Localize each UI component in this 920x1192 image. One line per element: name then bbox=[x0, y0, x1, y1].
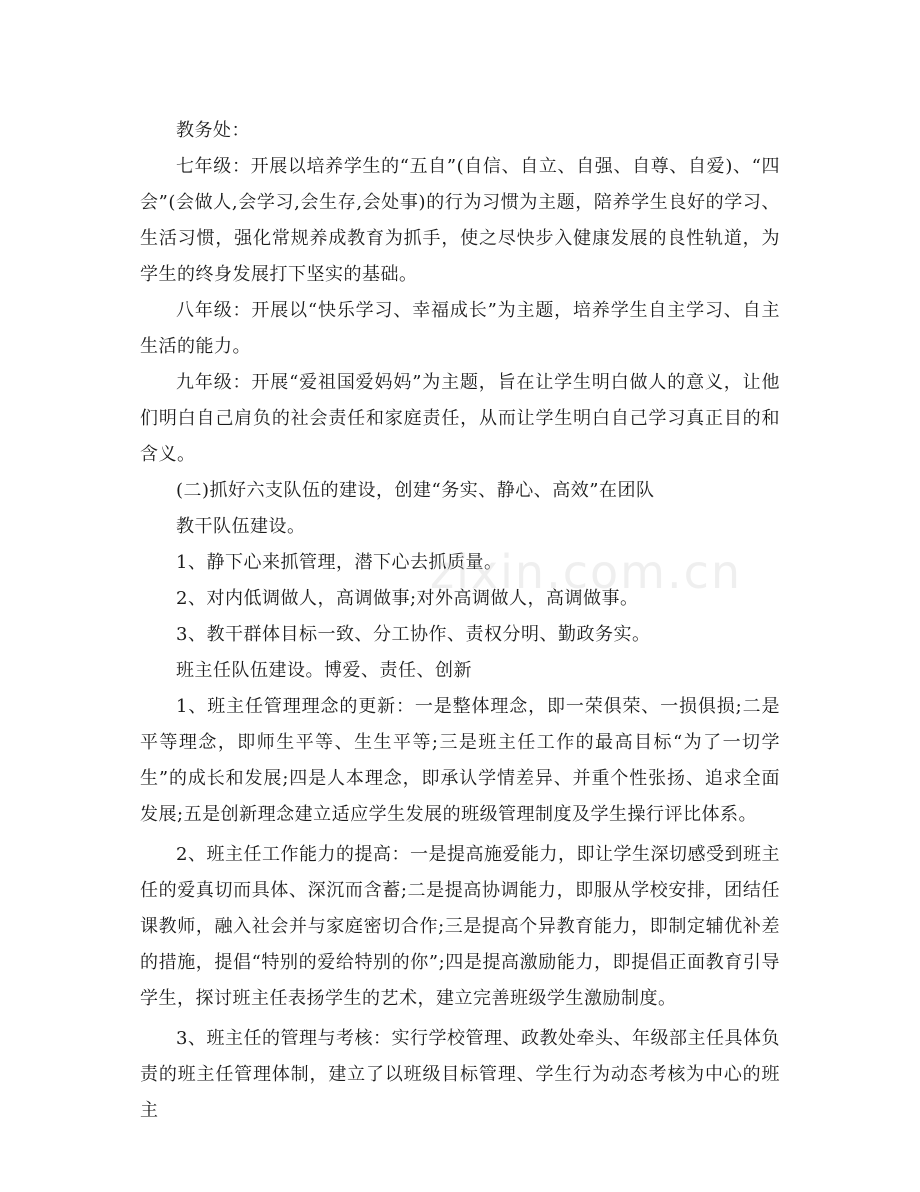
document-body bbox=[140, 113, 780, 1129]
watermark: zixin.com.cn bbox=[430, 545, 743, 599]
paragraph-grade-eight: 八年级：开展以“快乐学习、幸福成长”为主题，培养学生自主学习、自主生活的能力。 bbox=[140, 300, 780, 357]
paragraph-head-teacher-heading: 班主任队伍建设。博爱、责任、创新 bbox=[176, 660, 472, 681]
paragraph-section-two-heading: (二)抓好六支队伍的建设，创建“务实、静心、高效”在团队 bbox=[176, 480, 655, 501]
paragraph-cadre-item-1: 1、静下心来抓管理，潜下心去抓质量。 bbox=[176, 552, 503, 573]
paragraph-cadre-item-3: 3、教干群体目标一致、分工协作、责权分明、勤政务实。 bbox=[176, 624, 651, 645]
paragraph-grade-nine: 九年级：开展“爱祖国爱妈妈”为主题，旨在让学生明白做人的意义，让他们明白自己肩负的社会责任和家庭责任，从而让学生明白自己学习真正目的和含义。 bbox=[140, 372, 780, 465]
paragraph-cadre-item-2: 2、对内低调做人，高调做事;对外高调做人，高调做事。 bbox=[176, 588, 639, 609]
paragraph-head-teacher-item-3: 3、班主任的管理与考核：实行学校管理、政教处牵头、年级部主任具体负责的班主任管理体制，建立了以班级目标管理、学生行为动态考核为中心的班主 bbox=[140, 1028, 780, 1121]
paragraph-head-teacher-item-2: 2、班主任工作能力的提高：一是提高施爱能力，即让学生深切感受到班主任的爱真切而具体、深沉而含蓄;二是提高协调能力，即服从学校安排，团结任课教师，融入社会并与家庭密切合作;三是提高个异教育能力，即制定辅优补差的措施，提倡“特别的爱给特别的你”;四是提高激励能力，即提倡正面教育引导学生，探讨班主任表扬学生的艺术，建立完善班级学生激励制度。 bbox=[140, 844, 780, 1009]
paragraph-office-heading: 教务处： bbox=[176, 120, 250, 141]
paragraph-cadre-team-heading: 教干队伍建设。 bbox=[176, 516, 306, 537]
paragraph-head-teacher-item-1: 1、班主任管理理念的更新：一是整体理念，即一荣俱荣、一损俱损;二是平等理念，即师生平等、生生平等;三是班主任工作的最高目标“为了一切学生”的成长和发展;四是人本理念，即承认学情差异、并重个性张扬、追求全面发展;五是创新理念建立适应学生发展的班级管理制度及学生操行评比体系。 bbox=[140, 696, 780, 825]
paragraph-grade-seven: 七年级：开展以培养学生的“五自”(自信、自立、自强、自尊、自爱)、“四会”(会做人,会学习,会生存,会处事)的行为习惯为主题，陪养学生良好的学习、生活习惯，强化常规养成教育为抓手，使之尽快步入健康发展的良性轨道，为学生的终身发展打下坚实的基础。 bbox=[140, 156, 780, 285]
